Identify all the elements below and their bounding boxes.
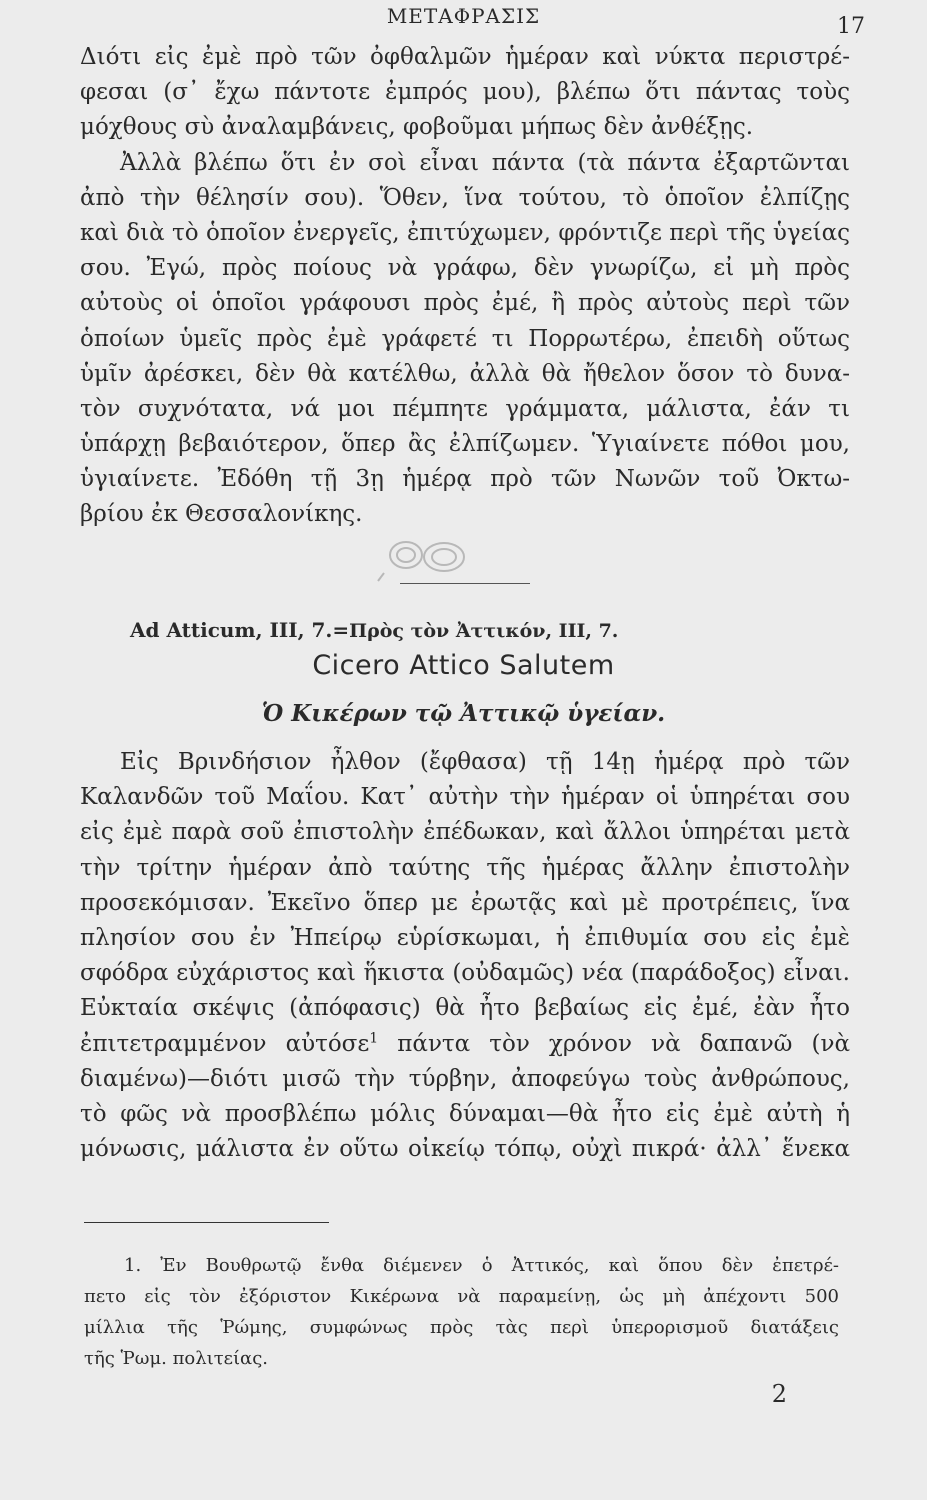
text-line: Διότι εἰς ἐμὲ πρὸ τῶν ὀφθαλμῶν ἡμέραν καὶ νύκτα περιστρέ- <box>80 44 850 70</box>
text-line: σου. Ἐγώ, πρὸς ποίους νὰ γράφω, δὲν γνωρίζω, εἰ μὴ πρὸς <box>80 255 850 282</box>
text-line: μόνωσις, μάλιστα ἐν οὕτω οἰκείῳ τόπῳ, οὐχὶ πικρά· ἀλλ᾽ ἕνεκα <box>80 1136 850 1163</box>
letter-body <box>80 745 850 1167</box>
footnote-line: μίλλια τῆς Ῥώμης, συμφώνως πρὸς τὰς περὶ ὑπερορισμοῦ διατάξεις <box>84 1317 839 1338</box>
page-number: 17 <box>837 14 865 39</box>
reference-greek: Πρὸς τὸν Ἀττικόν, III, 7. <box>349 620 619 642</box>
text-line: Καλανδῶν τοῦ Μαΐου. Κατ᾽ αὐτὴν τὴν ἡμέραν οἱ ὑπηρέται σου <box>80 784 850 811</box>
text-line: ὑπάρχῃ βεβαιότερον, ὅπερ ἂς ἐλπίζωμεν. Ὑγιαίνετε πόθοι μου, <box>80 431 850 458</box>
text-line: σφόδρα εὐχάριστος καὶ ἥκιστα (οὐδαμῶς) νέα (παράδοξος) εἶναι. <box>80 960 850 987</box>
text-line: Εὐκταία σκέψις (ἀπόφασις) θὰ ἦτο βεβαίως εἰς ἐμέ, ἐὰν ἦτο <box>80 995 850 1022</box>
reference-separator: = <box>332 618 350 642</box>
running-head: ΜΕΤΑΦΡΑΣΙΣ <box>386 4 541 28</box>
reference-latin: Ad Atticum, III, 7. <box>130 618 333 642</box>
text-line: βρίου ἐκ Θεσσαλονίκης. <box>80 501 363 528</box>
text-line: ὁποίων ὑμεῖς πρὸς ἐμὲ γράφετέ τι Πορρωτέρω, ἐπειδὴ οὕτως <box>80 325 850 352</box>
footnote-line: 1. Ἐν Βουθρωτῷ ἔνθα διέμενεν ὁ Ἀττικός, καὶ ὅπου δὲν ἐπετρέ- <box>124 1255 839 1276</box>
text-line: φεσαι (σ᾽ ἔχω πάντοτε ἐμπρός μου), βλέπω ὅτι πάντας τοὺς <box>80 79 850 106</box>
footnote-divider <box>84 1222 329 1223</box>
text-line: Εἰς Βρινδήσιον ἦλθον (ἔφθασα) τῇ 14ῃ ἡμέρᾳ πρὸ τῶν <box>120 749 850 775</box>
footnote-line: πετο εἰς τὸν ἐξόριστον Κικέρωνα νὰ παραμείνῃ, ὡς μὴ ἀπέχοντι 500 <box>84 1286 839 1307</box>
text-line: μόχθους σὺ ἀναλαμβάνεις, φοβοῦμαι μήπως δὲν ἀνθέξῃς. <box>80 114 754 141</box>
text-line: τὴν τρίτην ἡμέραν ἀπὸ ταύτης τῆς ἡμέρας ἄλλην ἐπιστολὴν <box>80 854 850 881</box>
text-line: αὐτοὺς οἱ ὁποῖοι γράφουσι πρὸς ἐμέ, ἢ πρὸς αὐτοὺς περὶ τῶν <box>80 290 850 317</box>
text-line: ὑγιαίνετε. Ἐδόθη τῇ 3ῃ ἡμέρᾳ πρὸ τῶν Νωνῶν τοῦ Ὀκτω- <box>80 466 850 493</box>
footnote-line: τῆς Ῥωμ. πολιτείας. <box>84 1348 269 1369</box>
ink-stamp-mark <box>366 533 486 583</box>
footnote-marker: 1 <box>369 1029 379 1046</box>
letter-subtitle: Ὁ Κικέρων τῷ Ἀττικῷ ὑγείαν. <box>261 700 666 727</box>
text-line <box>80 1027 850 1062</box>
text-line: τὸ φῶς νὰ προσβλέπω μόλις δύναμαι—θὰ ἦτο εἰς ἐμὲ αὐτὴ ἡ <box>80 1100 850 1127</box>
text-line: εἰς ἐμὲ παρὰ σοῦ ἐπιστολὴν ἐπέδωκαν, καὶ ἄλλοι ὑπηρέται μετὰ <box>80 819 850 846</box>
text-line: πλησίον σου ἐν Ἠπείρῳ εὑρίσκωμαι, ἡ ἐπιθυμία σου εἰς ἐμὲ <box>80 924 850 951</box>
text-line: καὶ διὰ τὸ ὁποῖον ἐνεργεῖς, ἐπιτύχωμεν, φρόντιζε περὶ τῆς ὑγείας <box>80 219 850 246</box>
text-line: ἀπὸ τὴν θέλησίν σου). Ὅθεν, ἵνα τούτου, τὸ ὁποῖον ἐλπίζῃς <box>80 184 850 211</box>
footnotes <box>84 1250 839 1374</box>
text-segment: πάντα τὸν χρόνον νὰ δαπανῶ (νὰ <box>397 1030 850 1057</box>
text-line: Ἀλλὰ βλέπω ὅτι ἐν σοὶ εἶναι πάντα (τὰ πάντα ἐξαρτῶνται <box>120 149 850 176</box>
text-line: διαμένω)—διότι μισῶ τὴν τύρβην, ἀποφεύγω τοὺς ἀνθρώπους, <box>80 1065 850 1092</box>
text-segment: ἐπιτετραμμένον αὐτόσε <box>80 1030 370 1057</box>
letter-reference <box>130 618 770 642</box>
section-divider <box>400 583 530 584</box>
signature-mark: 2 <box>771 1380 787 1408</box>
text-line: τὸν συχνότατα, νά μοι πέμπητε γράμματα, μάλιστα, ἐάν τι <box>80 395 850 422</box>
continuation-text <box>80 40 850 533</box>
text-line: προσεκόμισαν. Ἐκεῖνο ὅπερ με ἐρωτᾷς καὶ μὲ προτρέπεις, ἵνα <box>80 889 850 916</box>
text-line: ὑμῖν ἀρέσκει, δὲν θὰ κατέλθω, ἀλλὰ θὰ ἤθελον ὅσον τὸ δυνα- <box>80 360 850 387</box>
letter-title: Cicero Attico Salutem <box>312 650 615 681</box>
